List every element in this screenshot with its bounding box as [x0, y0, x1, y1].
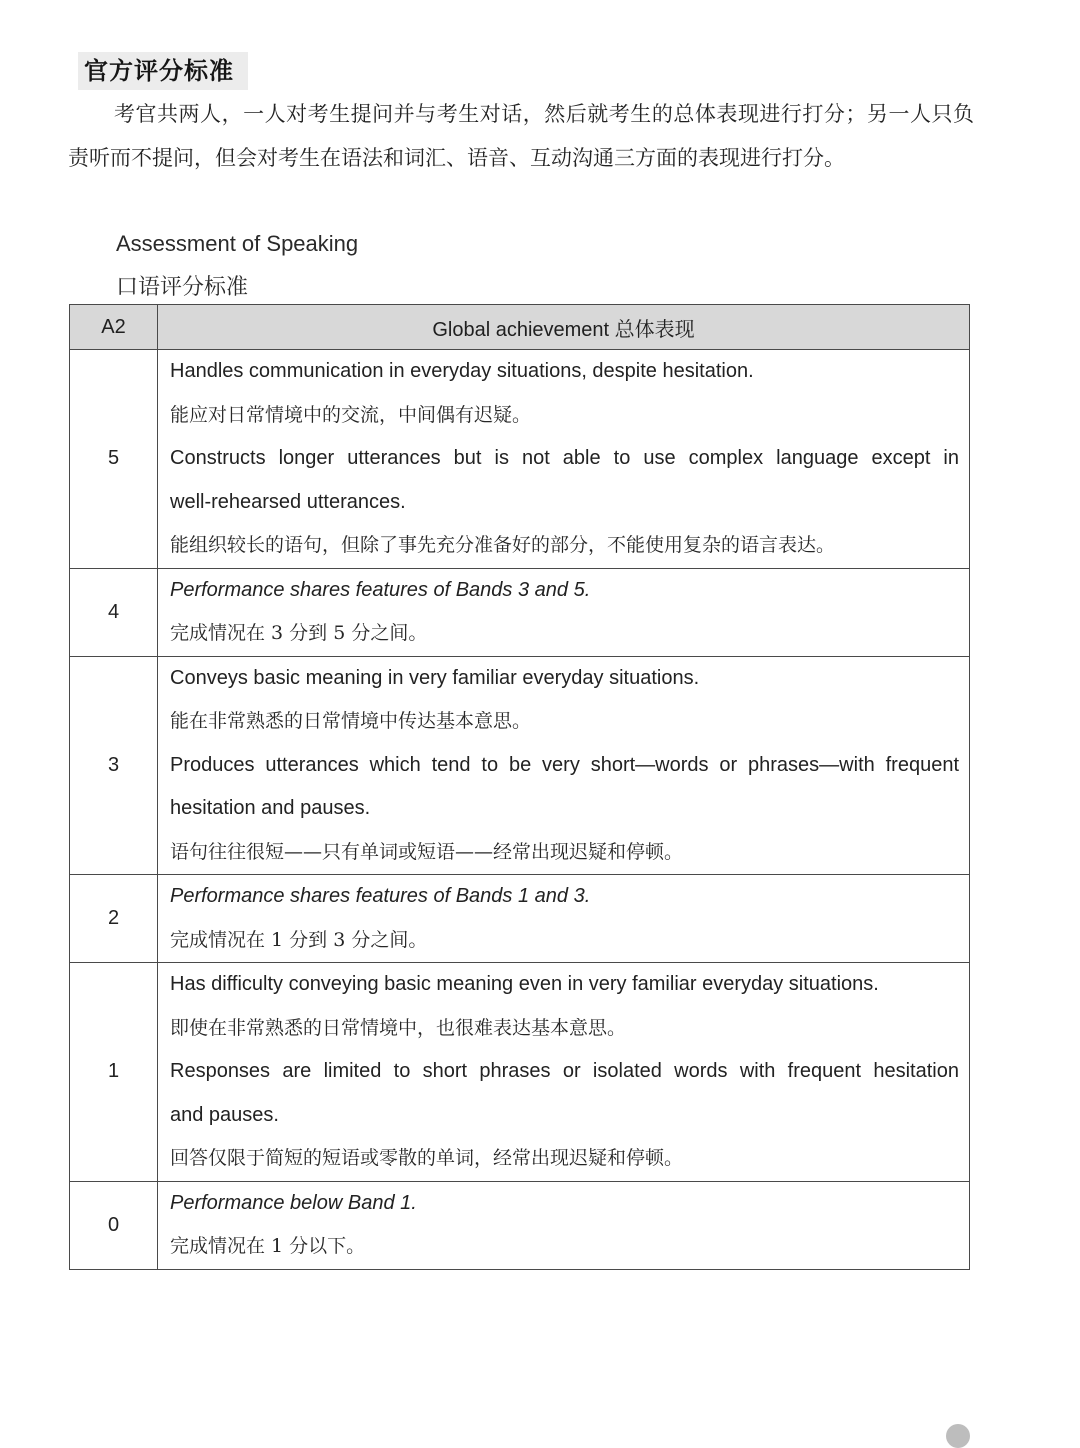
description-line-en: well-rehearsed utterances. — [170, 490, 406, 513]
description-line-cn: 回答仅限于简短的短语或零散的单词，经常出现迟疑和停顿。 — [170, 1147, 684, 1169]
table-row — [70, 656, 970, 875]
band-description-cell — [158, 1181, 970, 1269]
band-description-cell — [158, 656, 970, 875]
description-line-cn: 能应对日常情境中的交流，中间偶有迟疑。 — [170, 403, 532, 426]
band-description-cell — [158, 963, 970, 1182]
table-row — [70, 350, 970, 569]
description-line-en: hesitation and pauses. — [170, 797, 371, 819]
band-score-cell: 4 — [70, 568, 158, 656]
assessment-label-en: Assessment of Speaking — [116, 231, 359, 256]
intro-paragraph: 考官共两人，一人对考生提问并与考生对话，然后就考生的总体表现进行打分；另一人只负责听而不提问，但会对考生在语法和词汇、语音、互动沟通三方面的表现进行打分。 — [68, 102, 974, 170]
table-header-row — [70, 305, 970, 350]
description-line-en: Handles communication in everyday situations, despite hesitation. — [170, 360, 754, 382]
description-line-en: Conveys basic meaning in very familiar everyday situations. — [170, 666, 700, 689]
band-description-cell — [158, 568, 970, 656]
band-score-cell: 1 — [70, 963, 158, 1182]
description-line-cn: 能在非常熟悉的日常情境中传达基本意思。 — [170, 710, 532, 732]
description-line-cn: 完成情况在 1 分以下。 — [170, 1235, 366, 1257]
band-score-cell: 0 — [70, 1181, 158, 1269]
rubric-table — [69, 304, 970, 1270]
page-corner-mark — [946, 1424, 970, 1448]
description-line-en: Constructs longer utterances but is not able to use complex language except in — [170, 447, 959, 469]
assessment-label-cn: 口语评分标准 — [116, 275, 249, 300]
description-line-en: Performance shares features of Bands 1 and 3. — [170, 885, 591, 907]
table-row — [70, 963, 970, 1182]
table-row — [70, 875, 970, 963]
band-score-cell: 5 — [70, 350, 158, 569]
description-line-en: Performance shares features of Bands 3 and 5. — [170, 578, 591, 601]
description-line-cn: 完成情况在 3 分到 5 分之间。 — [170, 622, 428, 644]
rubric-body — [70, 350, 970, 1270]
band-score-cell: 2 — [70, 875, 158, 963]
description-line-cn: 能组织较长的语句，但除了事先充分准备好的部分，不能使用复杂的语言表达。 — [170, 534, 836, 556]
header-title-cell: Global achievement 总体表现 — [158, 305, 970, 350]
description-line-en: Responses are limited to short phrases or isolated words with frequent hesitation — [170, 1060, 959, 1082]
description-line-en: and pauses. — [170, 1103, 279, 1126]
table-row — [70, 1181, 970, 1269]
band-score-cell: 3 — [70, 656, 158, 875]
description-line-cn: 即使在非常熟悉的日常情境中，也很难表达基本意思。 — [170, 1016, 627, 1039]
header-level-cell: A2 — [70, 305, 158, 350]
description-line-cn: 完成情况在 1 分到 3 分之间。 — [170, 928, 428, 951]
band-description-cell — [158, 350, 970, 569]
description-line-en: Has difficulty conveying basic meaning even in very familiar everyday situations. — [170, 973, 879, 995]
section-heading: 官方评分标准 — [78, 52, 248, 90]
description-line-cn: 语句往往很短——只有单词或短语——经常出现迟疑和停顿。 — [170, 840, 684, 863]
description-line-en: Performance below Band 1. — [170, 1191, 417, 1214]
table-row — [70, 568, 970, 656]
band-description-cell — [158, 875, 970, 963]
description-line-en: Produces utterances which tend to be very short—words or phrases—with frequent — [170, 753, 959, 776]
